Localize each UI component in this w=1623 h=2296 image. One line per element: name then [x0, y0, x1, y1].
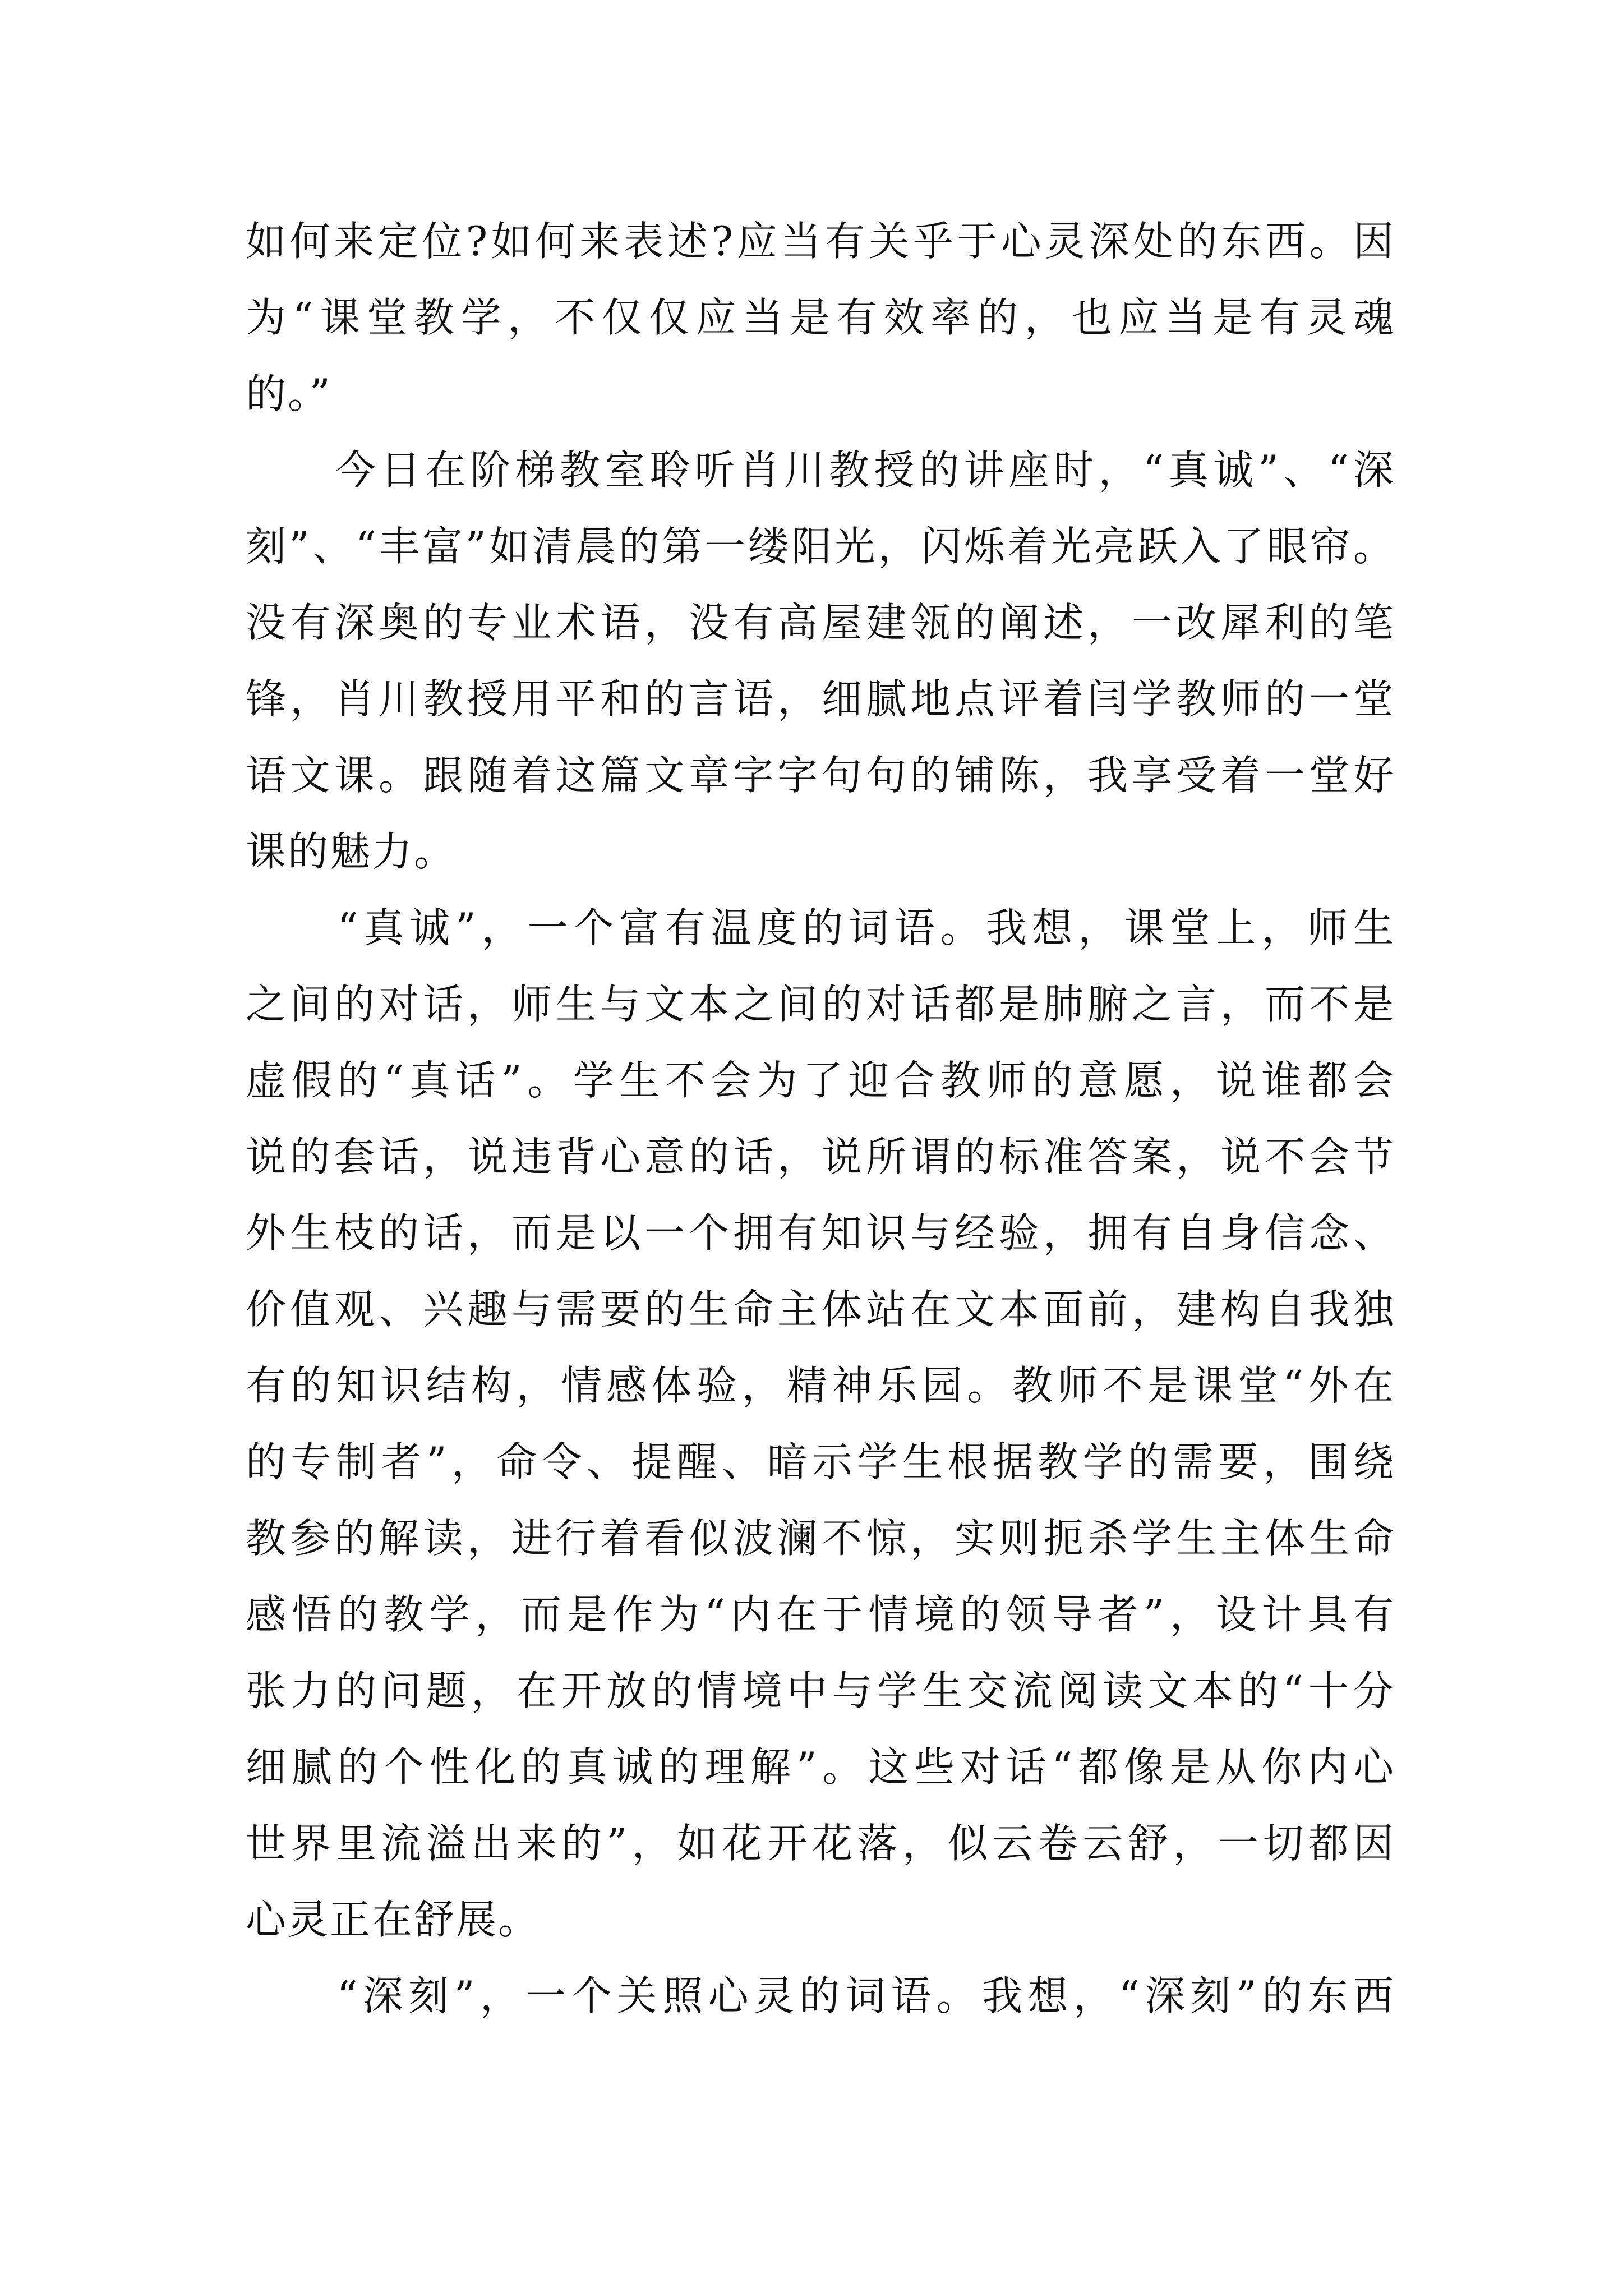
text-line: 有的知识结构，情感体验，精神乐园。教师不是课堂“外在 [246, 1362, 1395, 1409]
text-line: 的专制者”，命令、提醒、暗示学生根据教学的需要，围绕 [246, 1438, 1395, 1485]
text-line: 世界里流溢出来的”，如花开花落，似云卷云舒，一切都因 [246, 1820, 1395, 1867]
text-line: 之间的对话，师生与文本之间的对话都是肺腑之言，而不是 [246, 981, 1395, 1028]
text-line: 张力的问题，在开放的情境中与学生交流阅读文本的“十分 [246, 1667, 1395, 1714]
text-line: 教参的解读，进行着看似波澜不惊，实则扼杀学生主体生命 [246, 1515, 1395, 1562]
text-line: “真诚”，一个富有温度的词语。我想，课堂上，师生 [246, 904, 1395, 951]
text-line: 细腻的个性化的真诚的理解”。这些对话“都像是从你内心 [246, 1743, 1395, 1791]
text-line: 今日在阶梯教室聆听肖川教授的讲座时，“真诚”、“深 [246, 447, 1395, 494]
text-line: 外生枝的话，而是以一个拥有知识与经验，拥有自身信念、 [246, 1209, 1395, 1257]
body-text [246, 203, 1395, 2034]
text-line: 为“课堂教学，不仅仅应当是有效率的，也应当是有灵魂 [246, 294, 1395, 341]
text-line: “深刻”，一个关照心灵的词语。我想，“深刻”的东西 [246, 1972, 1395, 2019]
text-line: 心灵正在舒展。 [246, 1896, 541, 1943]
text-line: 锋，肖川教授用平和的言语，细腻地点评着闫学教师的一堂 [246, 675, 1395, 723]
text-line: 语文课。跟随着这篇文章字字句句的铺陈，我享受着一堂好 [246, 752, 1395, 799]
text-line: 没有深奥的专业术语，没有高屋建瓴的阐述，一改犀利的笔 [246, 599, 1395, 646]
text-line: 虚假的“真话”。学生不会为了迎合教师的意愿，说谁都会 [246, 1057, 1395, 1104]
text-line: 的。” [246, 370, 332, 417]
text-line: 感悟的教学，而是作为“内在于情境的领导者”，设计具有 [246, 1591, 1395, 1638]
text-line: 价值观、兴趣与需要的生命主体站在文本面前，建构自我独 [246, 1286, 1395, 1333]
text-line: 课的魅力。 [246, 828, 457, 875]
text-line: 刻”、“丰富”如清晨的第一缕阳光，闪烁着光亮跃入了眼帘。 [246, 523, 1395, 570]
text-line: 说的套话，说违背心意的话，说所谓的标准答案，说不会节 [246, 1133, 1395, 1180]
text-line: 如何来定位?如何来表述?应当有关乎于心灵深处的东西。因 [246, 218, 1395, 265]
